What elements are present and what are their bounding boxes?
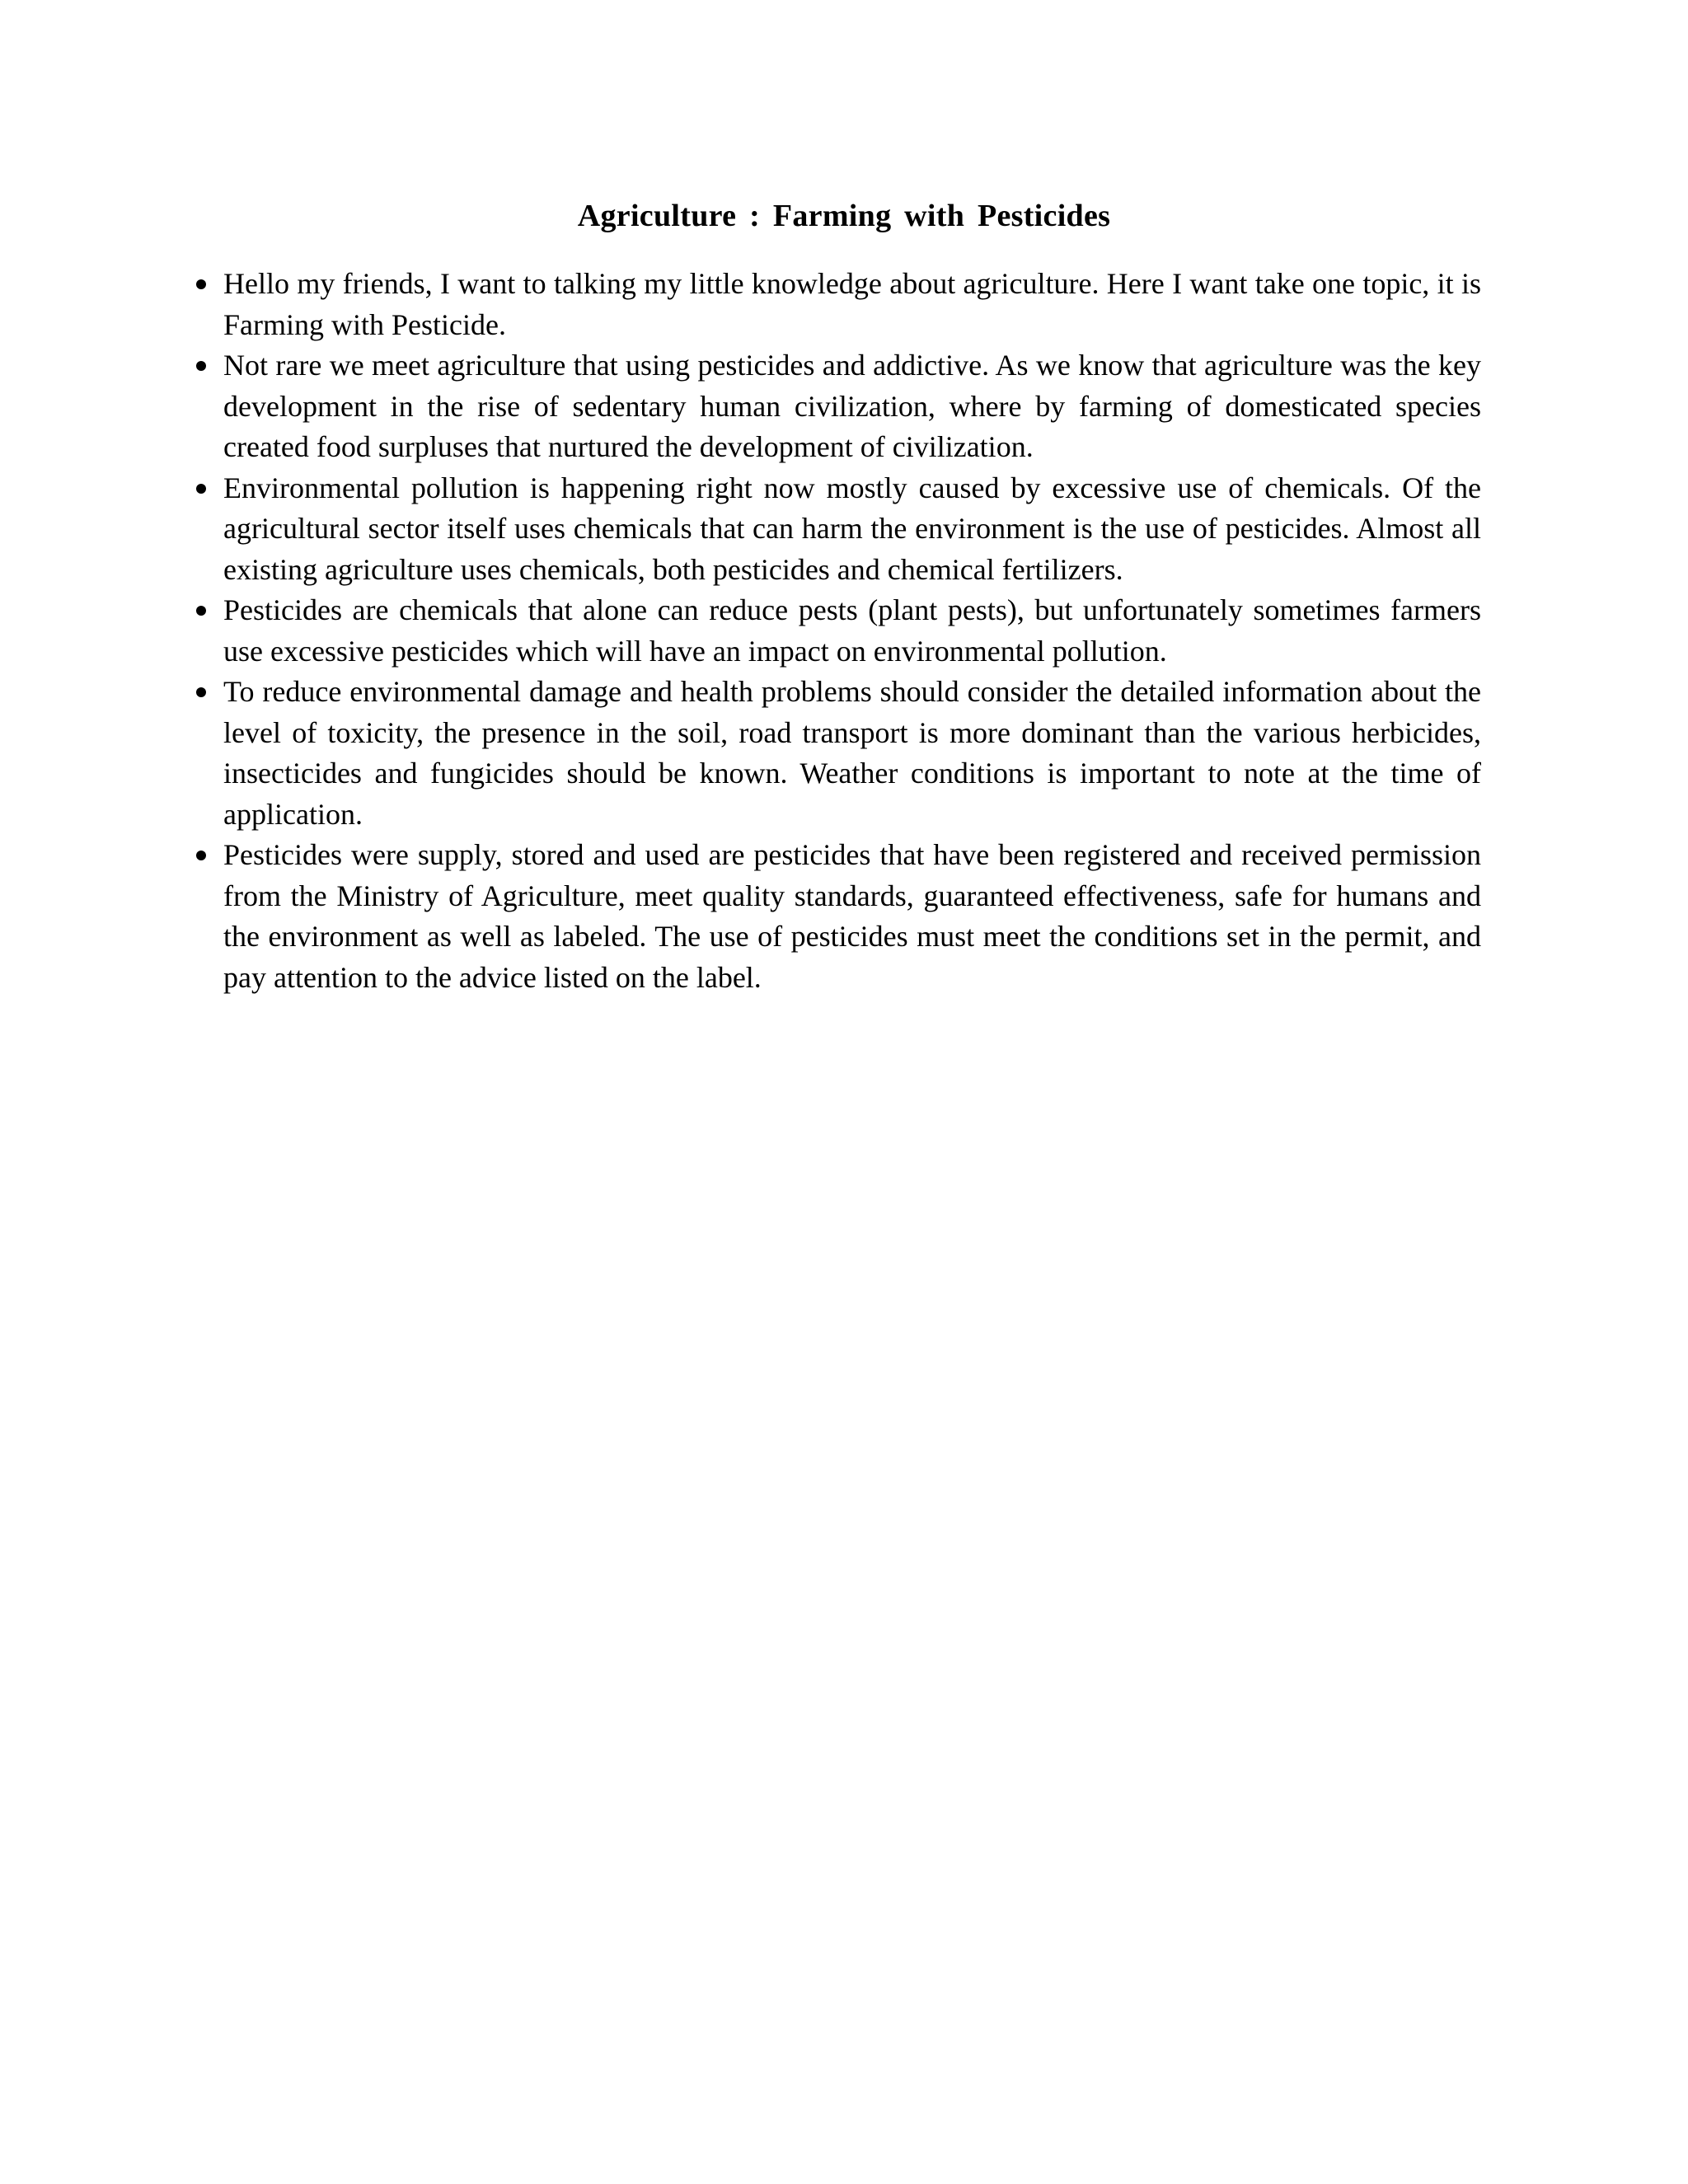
bullet-dot-icon	[196, 361, 206, 371]
bullet-dot-icon	[196, 606, 206, 616]
bullet-dot-icon	[196, 687, 206, 697]
bullet-item	[185, 345, 1481, 468]
bullet-item	[185, 468, 1481, 591]
bullet-text: To reduce environmental damage and health problems should consider the detailed information about the level of toxicity, the presence in the soil, road transport is more dominant than the various herbicides, insecticides and fungicides should be known. Weather conditions is important to note at the time of application.	[223, 675, 1481, 831]
bullet-text: Hello my friends, I want to talking my little knowledge about agriculture. Here I want take one topic, it is Farming with Pesticide.	[223, 267, 1481, 341]
bullet-item	[185, 590, 1481, 672]
bullet-item	[185, 835, 1481, 998]
bullet-item	[185, 264, 1481, 345]
bullet-dot-icon	[196, 851, 206, 860]
bullet-item	[185, 672, 1481, 835]
bullet-text: Not rare we meet agriculture that using pesticides and addictive. As we know that agriculture was the key development in the rise of sedentary human civilization, where by farming of domesticated species created food surpluses that nurtured the development of civilization.	[223, 349, 1481, 463]
bullet-list	[185, 264, 1481, 998]
bullet-dot-icon	[196, 279, 206, 289]
bullet-text: Pesticides were supply, stored and used are pesticides that have been registered and received permission from the Ministry of Agriculture, meet quality standards, guaranteed effectiveness, safe for humans and the environment as well as labeled. The use of pesticides must meet the conditions set in the permit, and pay attention to the advice listed on the label.	[223, 838, 1481, 994]
document-title: Agriculture : Farming with Pesticides	[577, 199, 1111, 233]
bullet-text: Environmental pollution is happening right now mostly caused by excessive use of chemicals. Of the agricultural sector itself uses chemicals that can harm the environment is the use of pesticides. Almost all existing agriculture uses chemicals, both pesticides and chemical fertilizers.	[223, 471, 1481, 586]
bullet-dot-icon	[196, 484, 206, 494]
bullet-text: Pesticides are chemicals that alone can reduce pests (plant pests), but unfortunately sometimes farmers use excessive pesticides which will have an impact on environmental pollution.	[223, 593, 1481, 668]
